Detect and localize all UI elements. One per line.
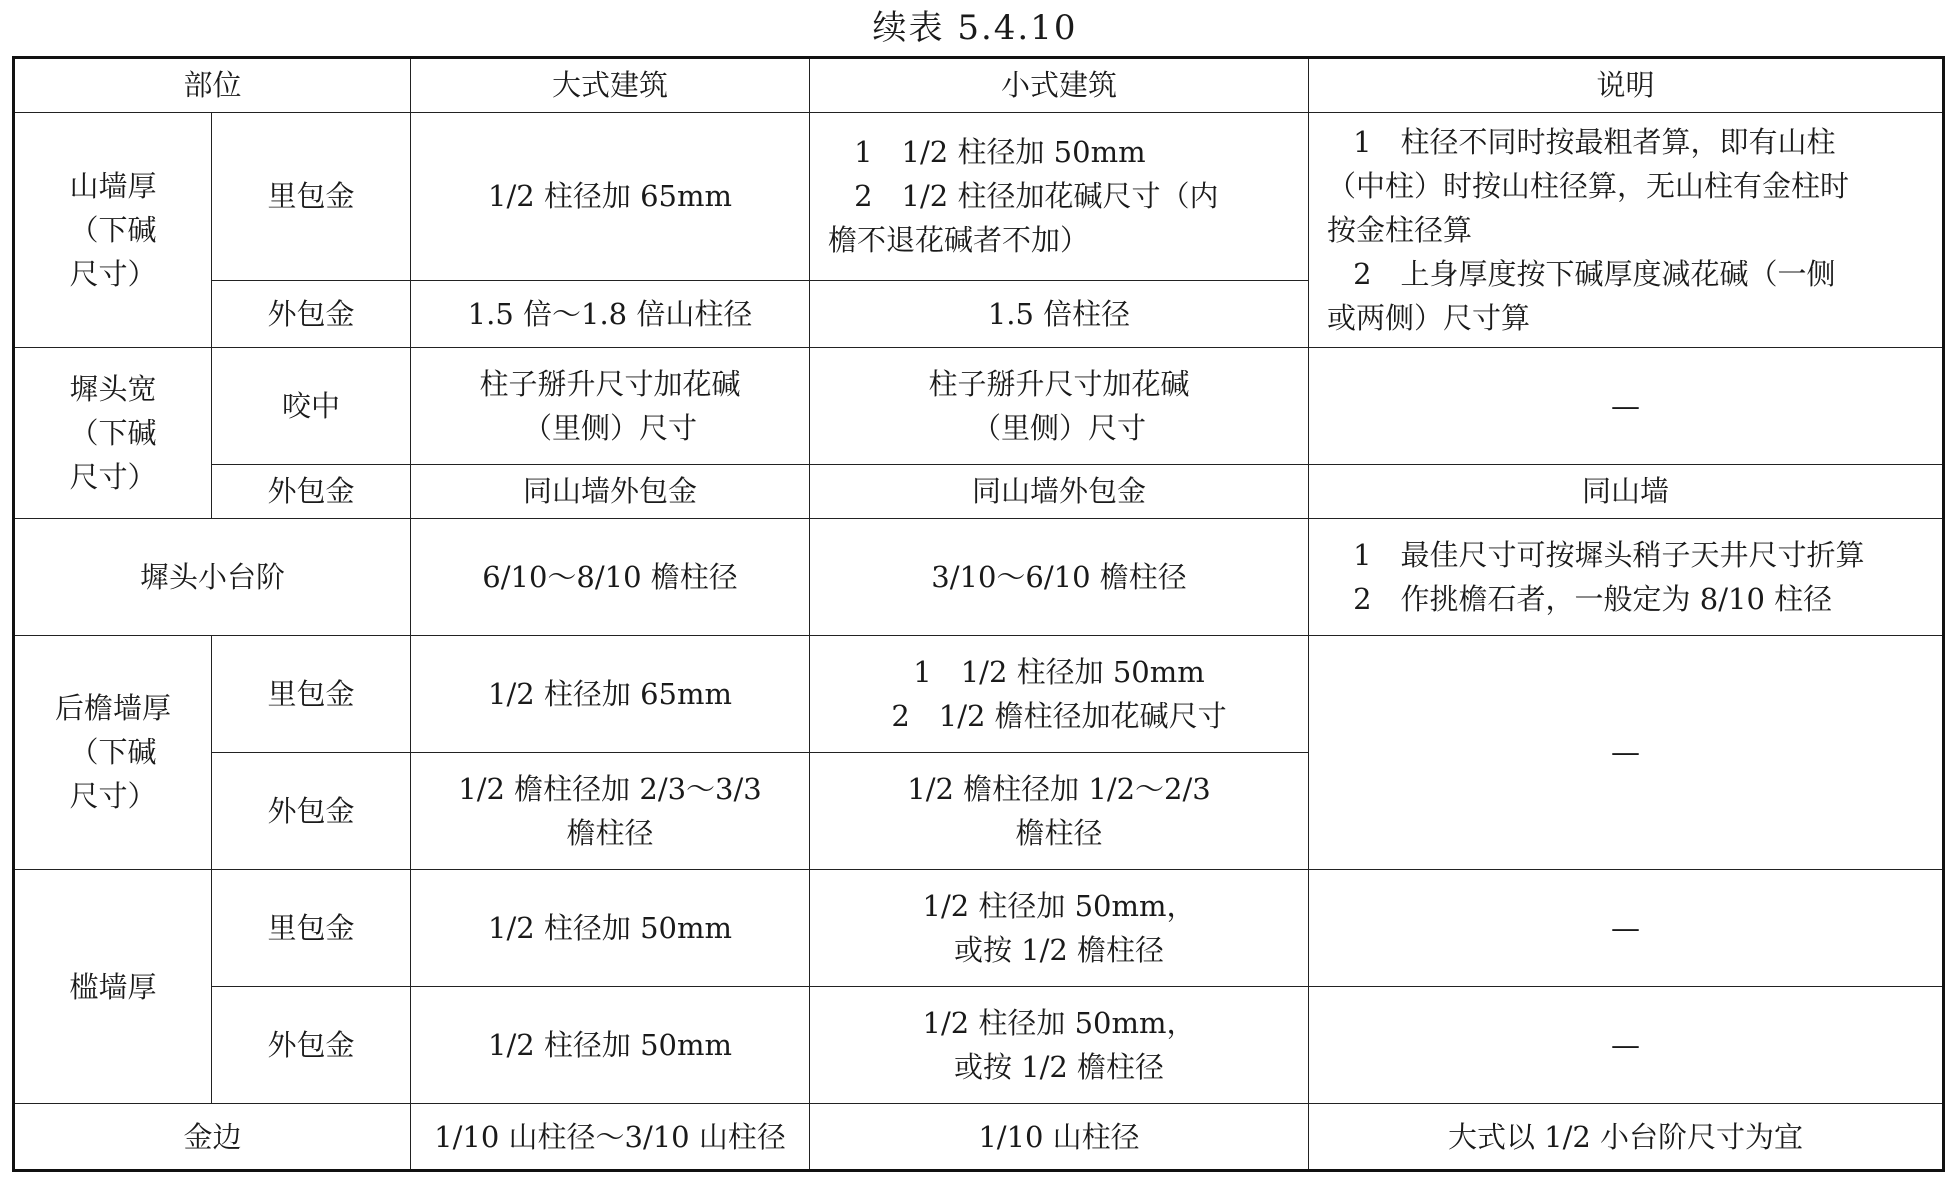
cell-small: 同山墙外包金 <box>810 465 1309 519</box>
cell-small: 1 1/2 柱径加 50mm 2 1/2 檐柱径加花碱尺寸 <box>810 635 1309 752</box>
sub-label: 外包金 <box>212 987 411 1104</box>
sub-label: 里包金 <box>212 112 411 281</box>
cell-small: 1.5 倍柱径 <box>810 281 1309 348</box>
table-row <box>14 112 1944 281</box>
cell-large: 柱子掰升尺寸加花碱 （里侧）尺寸 <box>411 347 810 464</box>
table-header-row <box>14 58 1944 113</box>
sub-label: 外包金 <box>212 465 411 519</box>
sub-label: 里包金 <box>212 635 411 752</box>
cell-small: 1/2 柱径加 50mm， 或按 1/2 檐柱径 <box>810 987 1309 1104</box>
table-row <box>14 518 1944 635</box>
cell-large: 同山墙外包金 <box>411 465 810 519</box>
cell-large: 1/2 柱径加 65mm <box>411 635 810 752</box>
cell-large: 1/2 柱径加 50mm <box>411 987 810 1104</box>
table-row <box>14 987 1944 1104</box>
cell-note: — <box>1309 987 1944 1104</box>
row-label-jinbian: 金边 <box>14 1104 411 1171</box>
cell-note: — <box>1309 347 1944 464</box>
sub-label: 外包金 <box>212 752 411 869</box>
table-row <box>14 869 1944 986</box>
sub-label: 外包金 <box>212 281 411 348</box>
cell-large: 6/10～8/10 檐柱径 <box>411 518 810 635</box>
table-row <box>14 635 1944 752</box>
group-kanqiang: 槛墙厚 <box>14 869 212 1103</box>
cell-small: 1/2 柱径加 50mm， 或按 1/2 檐柱径 <box>810 869 1309 986</box>
cell-large: 1/2 柱径加 50mm <box>411 869 810 986</box>
cell-small: 3/10～6/10 檐柱径 <box>810 518 1309 635</box>
cell-small: 1/10 山柱径 <box>810 1104 1309 1171</box>
cell-small: 1 1/2 柱径加 50mm 2 1/2 柱径加花碱尺寸（内 檐不退花碱者不加） <box>810 112 1309 281</box>
group-chitou: 墀头宽 （下碱 尺寸） <box>14 347 212 518</box>
sub-label: 里包金 <box>212 869 411 986</box>
cell-note: 大式以 1/2 小台阶尺寸为宜 <box>1309 1104 1944 1171</box>
header-part: 部位 <box>14 58 411 113</box>
table-row <box>14 347 1944 464</box>
cell-large: 1/2 柱径加 65mm <box>411 112 810 281</box>
cell-small: 1/2 檐柱径加 1/2～2/3 檐柱径 <box>810 752 1309 869</box>
sub-label: 咬中 <box>212 347 411 464</box>
row-label-chitou-step: 墀头小台阶 <box>14 518 411 635</box>
group-shanqiang: 山墙厚 （下碱 尺寸） <box>14 112 212 347</box>
cell-large: 1.5 倍～1.8 倍山柱径 <box>411 281 810 348</box>
header-small: 小式建筑 <box>810 58 1309 113</box>
cell-small: 柱子掰升尺寸加花碱 （里侧）尺寸 <box>810 347 1309 464</box>
cell-note: 1 柱径不同时按最粗者算，即有山柱 （中柱）时按山柱径算，无山柱有金柱时 按金柱径算 2 上身厚度按下碱厚度减花碱（一侧 或两侧）尺寸算 <box>1309 112 1944 347</box>
specification-table <box>12 56 1945 1172</box>
cell-note: 同山墙 <box>1309 465 1944 519</box>
cell-large: 1/2 檐柱径加 2/3～3/3 檐柱径 <box>411 752 810 869</box>
table-row <box>14 1104 1944 1171</box>
group-houyan: 后檐墙厚 （下碱 尺寸） <box>14 635 212 869</box>
table-caption: 续表 5.4.10 <box>872 8 1078 48</box>
table-row <box>14 465 1944 519</box>
cell-note: 1 最佳尺寸可按墀头稍子天井尺寸折算 2 作挑檐石者，一般定为 8/10 柱径 <box>1309 518 1944 635</box>
cell-large: 1/10 山柱径～3/10 山柱径 <box>411 1104 810 1171</box>
cell-note: — <box>1309 635 1944 869</box>
header-note: 说明 <box>1309 58 1944 113</box>
cell-note: — <box>1309 869 1944 986</box>
header-large: 大式建筑 <box>411 58 810 113</box>
